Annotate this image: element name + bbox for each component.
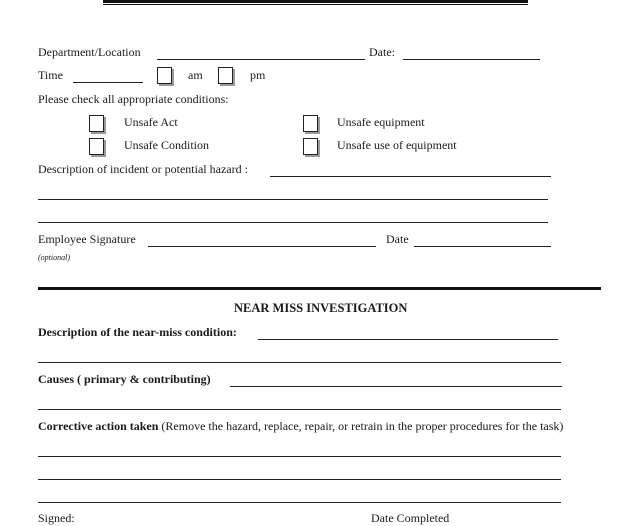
employee-signature-label: Employee Signature	[38, 232, 136, 246]
incident-description-label: Description of incident or potential hazard :	[38, 162, 248, 176]
corrective-action-note: (Remove the hazard, replace, repair, or retrain in the proper procedures for the task)	[161, 419, 564, 433]
signature-date-label: Date	[386, 232, 409, 246]
near-miss-description-field[interactable]	[258, 339, 558, 340]
time-label: Time	[38, 68, 63, 82]
unsafe-act-checkbox[interactable]	[89, 115, 104, 132]
incident-description-field[interactable]	[270, 176, 551, 177]
unsafe-use-checkbox[interactable]	[303, 138, 318, 155]
date-completed-label: Date Completed	[371, 511, 450, 525]
unsafe-use-label: Unsafe use of equipment	[337, 138, 457, 152]
corrective-action-line-3[interactable]	[38, 502, 561, 503]
date-field[interactable]	[403, 59, 540, 60]
top-rule	[103, 0, 528, 3]
department-label: Department/Location	[38, 45, 141, 59]
optional-note: (optional)	[38, 253, 70, 262]
am-checkbox[interactable]	[157, 67, 172, 84]
department-field[interactable]	[157, 59, 365, 60]
causes-field[interactable]	[230, 386, 562, 387]
date-label: Date:	[369, 45, 395, 59]
near-miss-description-label: Description of the near-miss condition:	[38, 325, 237, 339]
pm-checkbox[interactable]	[218, 67, 233, 84]
corrective-action-label: Corrective action taken	[38, 419, 159, 433]
unsafe-condition-checkbox[interactable]	[89, 138, 104, 155]
unsafe-equipment-label: Unsafe equipment	[337, 115, 425, 129]
causes-line-2[interactable]	[38, 409, 561, 410]
corrective-action-line-2[interactable]	[38, 479, 561, 480]
corrective-action-line-1[interactable]	[38, 456, 561, 457]
incident-description-line-2[interactable]	[38, 199, 548, 200]
causes-label: Causes ( primary & contributing)	[38, 372, 211, 386]
investigation-title: NEAR MISS INVESTIGATION	[234, 301, 408, 315]
conditions-prompt: Please check all appropriate conditions:	[38, 92, 229, 106]
am-label: am	[188, 68, 203, 82]
incident-description-line-3[interactable]	[38, 222, 548, 223]
unsafe-act-label: Unsafe Act	[124, 115, 178, 129]
pm-label: pm	[250, 68, 266, 82]
corrective-action-text	[38, 419, 563, 434]
near-miss-description-line-2[interactable]	[38, 362, 561, 363]
top-rule-lower	[103, 4, 528, 5]
time-field[interactable]	[73, 82, 143, 83]
unsafe-equipment-checkbox[interactable]	[303, 115, 318, 132]
unsafe-condition-label: Unsafe Condition	[124, 138, 209, 152]
section-divider	[38, 287, 601, 290]
signed-label: Signed:	[38, 511, 75, 525]
signature-date-field[interactable]	[414, 246, 551, 247]
employee-signature-field[interactable]	[148, 246, 376, 247]
